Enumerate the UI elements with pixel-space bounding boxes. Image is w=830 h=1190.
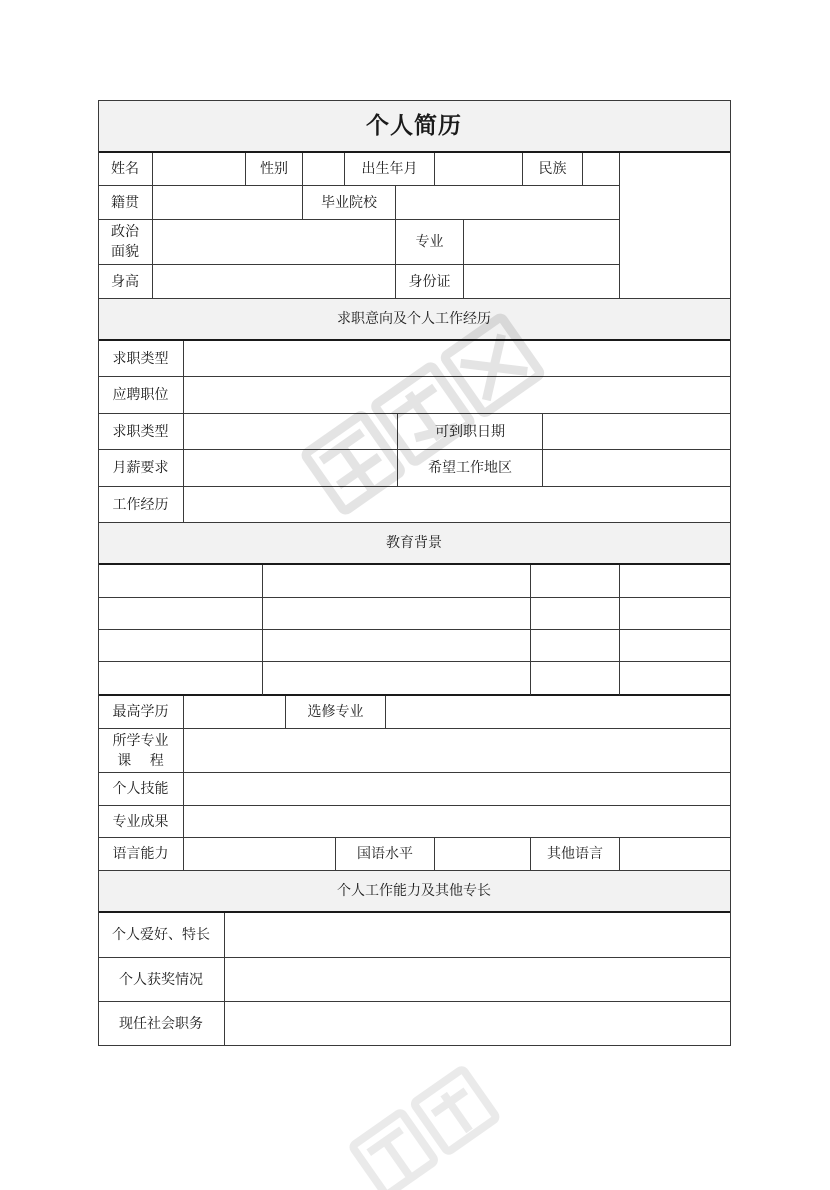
edu-cell[interactable] xyxy=(263,598,531,630)
label-language: 语言能力 xyxy=(98,838,184,871)
location-field[interactable] xyxy=(543,450,731,487)
height-field[interactable] xyxy=(153,265,396,299)
label-job-type-2: 求职类型 xyxy=(98,414,184,450)
photo-box[interactable] xyxy=(620,153,731,299)
native-place-field[interactable] xyxy=(153,186,303,220)
skills-field[interactable] xyxy=(184,773,731,806)
other-language-field[interactable] xyxy=(620,838,731,871)
edu-cell[interactable] xyxy=(620,662,731,696)
ethnicity-field[interactable] xyxy=(583,153,620,186)
label-gender: 性别 xyxy=(246,153,303,186)
school-field[interactable] xyxy=(396,186,620,220)
social-field[interactable] xyxy=(225,1002,731,1046)
experience-field[interactable] xyxy=(184,487,731,523)
birth-field[interactable] xyxy=(435,153,523,186)
label-hobbies: 个人爱好、特长 xyxy=(98,913,225,958)
edu-cell[interactable] xyxy=(263,630,531,662)
major-field[interactable] xyxy=(464,220,620,265)
edu-cell[interactable] xyxy=(98,630,263,662)
section-other: 个人工作能力及其他专长 xyxy=(98,871,731,913)
label-native-place: 籍贯 xyxy=(98,186,153,220)
edu-cell[interactable] xyxy=(263,662,531,696)
edu-cell[interactable] xyxy=(531,630,620,662)
awards-field[interactable] xyxy=(225,958,731,1002)
edu-cell[interactable] xyxy=(531,565,620,598)
position-field[interactable] xyxy=(184,377,731,414)
label-job-type: 求职类型 xyxy=(98,341,184,377)
edu-cell[interactable] xyxy=(98,662,263,696)
label-position: 应聘职位 xyxy=(98,377,184,414)
courses-field[interactable] xyxy=(184,729,731,773)
edu-cell[interactable] xyxy=(263,565,531,598)
label-experience: 工作经历 xyxy=(98,487,184,523)
salary-field[interactable] xyxy=(184,450,398,487)
label-political-line1: 政治 xyxy=(111,224,139,240)
edu-cell[interactable] xyxy=(531,598,620,630)
label-major: 专业 xyxy=(396,220,464,265)
name-field[interactable] xyxy=(153,153,246,186)
label-elective: 选修专业 xyxy=(286,696,386,729)
label-awards: 个人获奖情况 xyxy=(98,958,225,1002)
edu-cell[interactable] xyxy=(620,565,731,598)
resume-form xyxy=(98,100,731,1046)
section-job: 求职意向及个人工作经历 xyxy=(98,299,731,341)
watermark-bottom xyxy=(330,1040,550,1190)
gender-field[interactable] xyxy=(303,153,345,186)
label-social: 现任社会职务 xyxy=(98,1002,225,1046)
label-courses-line2: 课 程 xyxy=(117,752,164,769)
label-id-card: 身份证 xyxy=(396,265,464,299)
edu-cell[interactable] xyxy=(98,598,263,630)
label-location: 希望工作地区 xyxy=(398,450,543,487)
label-achievements: 专业成果 xyxy=(98,806,184,838)
edu-cell[interactable] xyxy=(620,598,731,630)
degree-field[interactable] xyxy=(184,696,286,729)
label-skills: 个人技能 xyxy=(98,773,184,806)
section-education: 教育背景 xyxy=(98,523,731,565)
label-courses xyxy=(98,729,184,773)
hobbies-field[interactable] xyxy=(225,913,731,958)
edu-cell[interactable] xyxy=(620,630,731,662)
id-card-field[interactable] xyxy=(464,265,620,299)
label-other-language: 其他语言 xyxy=(531,838,620,871)
label-name: 姓名 xyxy=(98,153,153,186)
label-height: 身高 xyxy=(98,265,153,299)
label-salary: 月薪要求 xyxy=(98,450,184,487)
job-type-field[interactable] xyxy=(184,341,731,377)
political-field[interactable] xyxy=(153,220,396,265)
mandarin-field[interactable] xyxy=(435,838,531,871)
language-field[interactable] xyxy=(184,838,336,871)
label-school: 毕业院校 xyxy=(303,186,396,220)
page-title: 个人简历 xyxy=(98,100,731,153)
edu-cell[interactable] xyxy=(531,662,620,696)
start-date-field[interactable] xyxy=(543,414,731,450)
elective-field[interactable] xyxy=(386,696,731,729)
achievements-field[interactable] xyxy=(184,806,731,838)
label-mandarin: 国语水平 xyxy=(336,838,435,871)
label-degree: 最高学历 xyxy=(98,696,184,729)
job-type-2-field[interactable] xyxy=(184,414,398,450)
edu-cell[interactable] xyxy=(98,565,263,598)
label-birth: 出生年月 xyxy=(345,153,435,186)
label-political-line2: 面貌 xyxy=(111,244,139,260)
label-ethnicity: 民族 xyxy=(523,153,583,186)
label-courses-line1: 所学专业 xyxy=(112,732,169,749)
label-start-date: 可到职日期 xyxy=(398,414,543,450)
label-political xyxy=(98,220,153,265)
